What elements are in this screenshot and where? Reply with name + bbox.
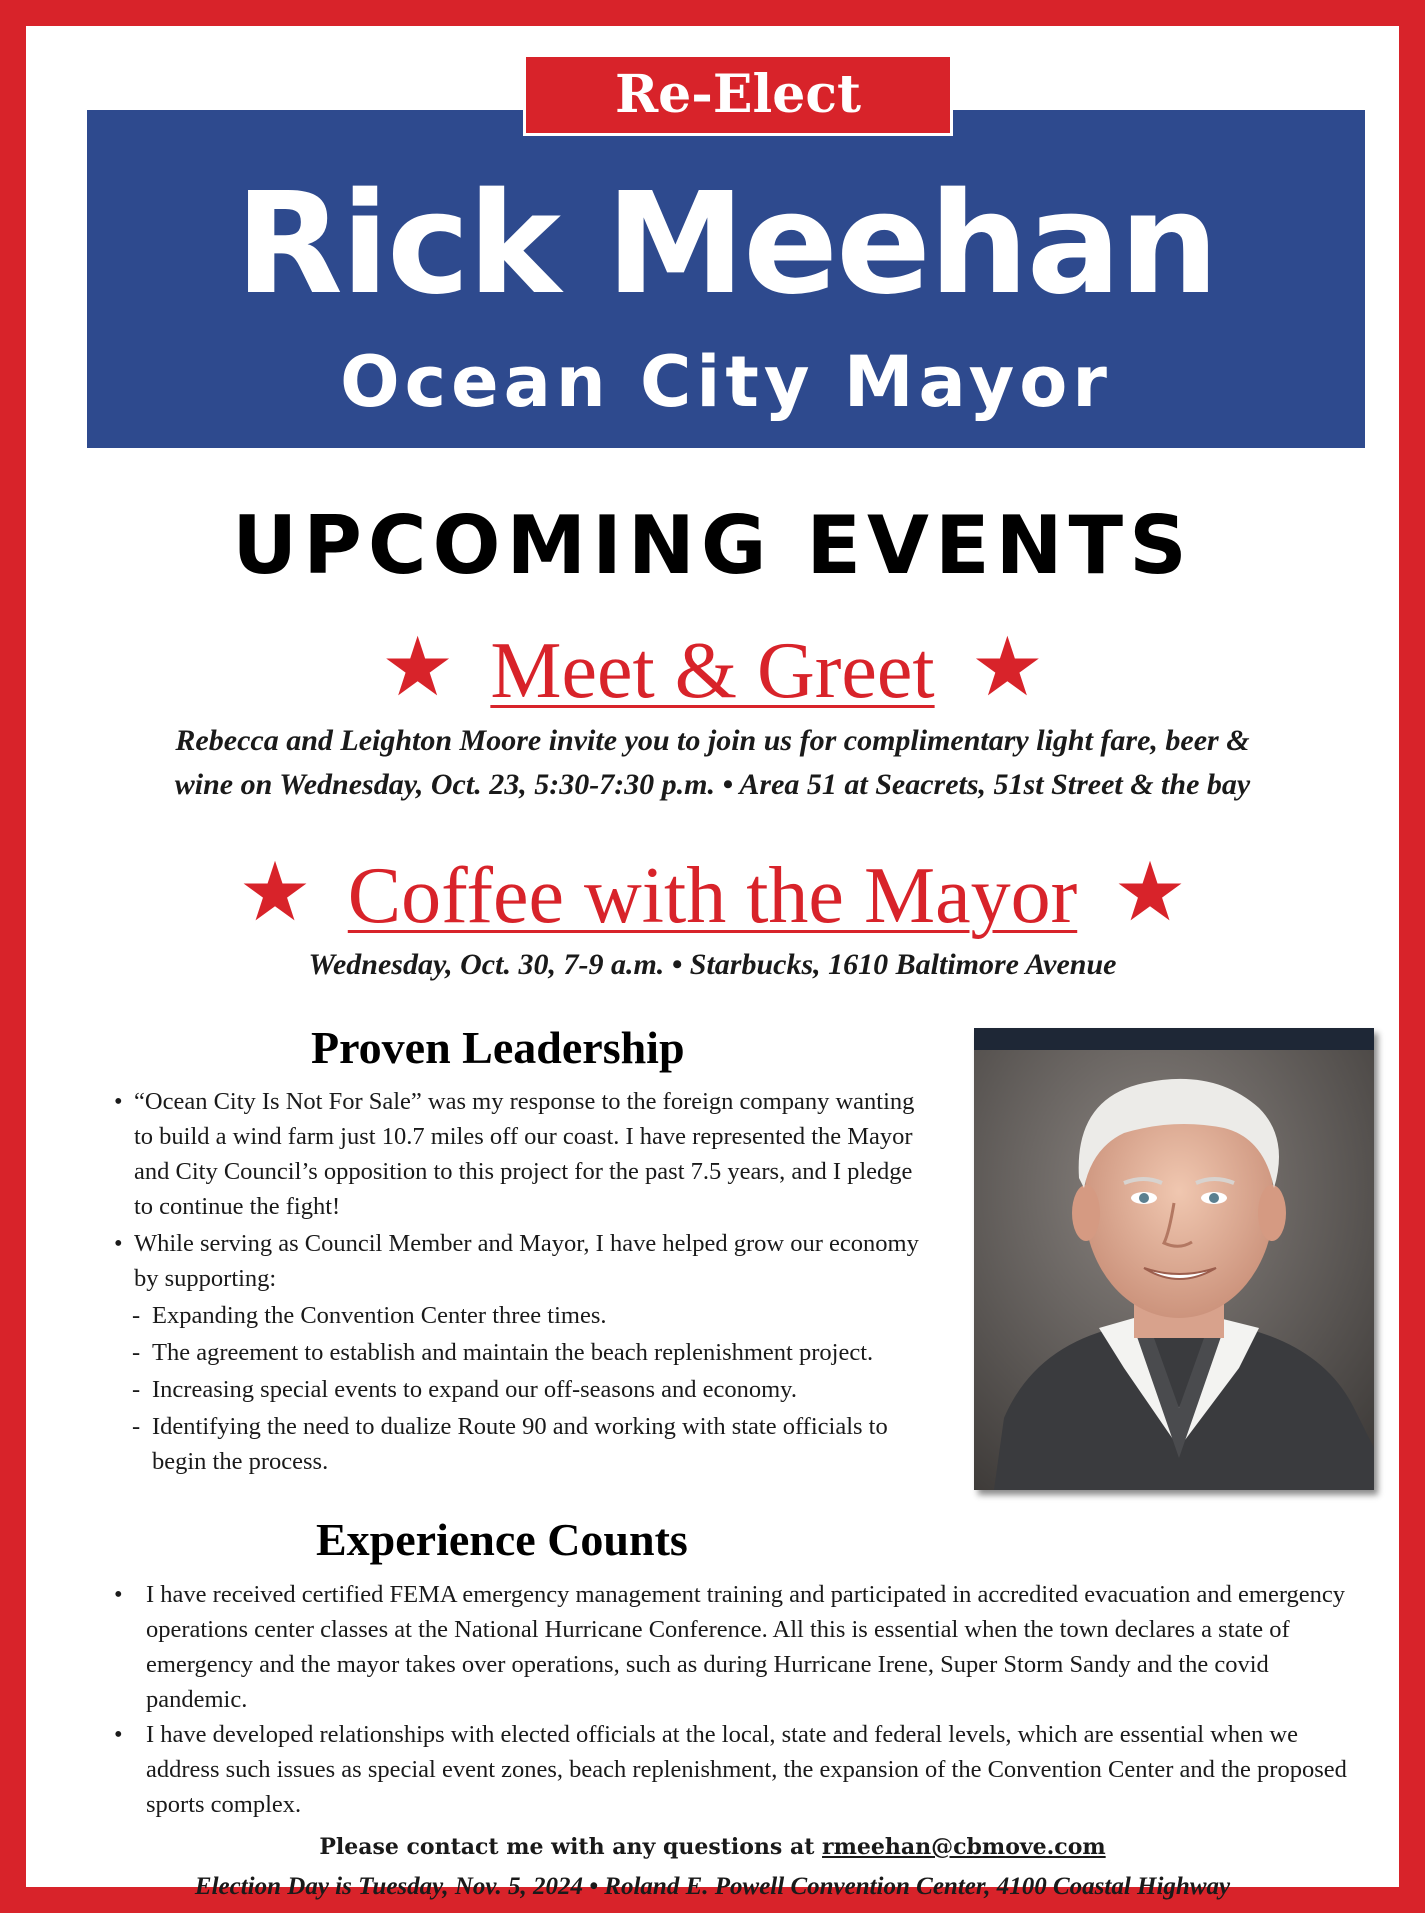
list-item-text: I have developed relationships with elected officials at the local, state and federal levels, which are essential when we address such issues as special event zones, beach replenishment, the expansion of the Convention Center and the proposed sports complex. bbox=[146, 1721, 1347, 1818]
list-item bbox=[114, 1226, 934, 1296]
contact-email-link[interactable]: rmeehan@cbmove.com bbox=[822, 1834, 1106, 1860]
sub-list-item bbox=[114, 1335, 934, 1370]
contact-line bbox=[26, 1830, 1399, 1864]
contact-prefix: Please contact me with any questions at bbox=[319, 1834, 815, 1860]
dash-icon: - bbox=[132, 1302, 141, 1329]
star-icon: ★ bbox=[380, 622, 455, 713]
candidate-photo bbox=[974, 1028, 1374, 1490]
list-item bbox=[114, 1717, 1364, 1822]
list-item-text: While serving as Council Member and Mayor, I have helped grow our economy by supporting: bbox=[134, 1230, 919, 1292]
bullet-icon: • bbox=[114, 1721, 123, 1748]
proven-leadership-heading: Proven Leadership bbox=[311, 1022, 685, 1073]
event-description-line: Rebecca and Leighton Moore invite you to join us for complimentary light fare, beer & bbox=[175, 724, 1250, 757]
list-item bbox=[114, 1084, 934, 1224]
office-title: Ocean City Mayor bbox=[340, 341, 1112, 423]
experience-counts-list bbox=[114, 1577, 1364, 1822]
sub-list-item bbox=[114, 1372, 934, 1407]
list-item bbox=[114, 1577, 1364, 1717]
election-day-line: Election Day is Tuesday, Nov. 5, 2024 • Roland E. Powell Convention Center, 4100 Coastal Highway bbox=[194, 1873, 1231, 1900]
re-elect-badge: Re-Elect bbox=[523, 54, 953, 136]
candidate-name: Rick Meehan bbox=[235, 163, 1217, 326]
candidate-portrait bbox=[974, 1028, 1374, 1490]
event-title-meet-greet bbox=[26, 623, 1399, 716]
name-banner bbox=[87, 110, 1365, 448]
event-description-line: Wednesday, Oct. 30, 7-9 a.m. • Starbucks, 1610 Baltimore Avenue bbox=[308, 948, 1117, 981]
bullet-icon: • bbox=[114, 1581, 123, 1608]
list-item-text: Increasing special events to expand our off-seasons and economy. bbox=[152, 1376, 797, 1403]
event-description-meet-greet bbox=[66, 719, 1359, 807]
list-item-text: Identifying the need to dualize Route 90 and working with state officials to begin the process. bbox=[152, 1413, 888, 1475]
star-icon: ★ bbox=[238, 847, 312, 938]
proven-leadership-list bbox=[114, 1084, 934, 1481]
event-title-coffee bbox=[26, 848, 1399, 941]
upcoming-events-heading: UPCOMING EVENTS bbox=[232, 499, 1193, 592]
bullet-icon: • bbox=[114, 1230, 123, 1257]
event-description-coffee bbox=[66, 943, 1359, 987]
sub-list-item bbox=[114, 1298, 934, 1333]
list-item-text: “Ocean City Is Not For Sale” was my response to the foreign company wanting to build a wind farm just 10.7 miles off our coast. I have represented the Mayor and City Council’s opposition to this project for the past 7.5 years, and I pledge to continue the fight! bbox=[134, 1088, 915, 1220]
list-item-text: The agreement to establish and maintain the beach replenishment project. bbox=[152, 1339, 874, 1366]
event-title-text: Coffee with the Mayor bbox=[347, 852, 1078, 940]
experience-counts-heading: Experience Counts bbox=[316, 1514, 688, 1565]
dash-icon: - bbox=[132, 1339, 141, 1366]
dash-icon: - bbox=[132, 1413, 141, 1440]
sub-list-item bbox=[114, 1409, 934, 1479]
star-icon: ★ bbox=[970, 622, 1045, 713]
list-item-text: Expanding the Convention Center three times. bbox=[152, 1302, 607, 1329]
star-icon: ★ bbox=[1113, 847, 1187, 938]
event-title-text: Meet & Greet bbox=[490, 627, 935, 715]
bullet-icon: • bbox=[114, 1088, 123, 1115]
dash-icon: - bbox=[132, 1376, 141, 1403]
event-description-line: wine on Wednesday, Oct. 23, 5:30-7:30 p.m. • Area 51 at Seacrets, 51st Street & the bay bbox=[174, 768, 1251, 801]
list-item-text: I have received certified FEMA emergency management training and participated in accredited evacuation and emergency operations center classes at the National Hurricane Conference. All this is essential when the town declares a state of emergency and the mayor takes over operations, such as during Hurricane Irene, Super Storm Sandy and the covid pandemic. bbox=[146, 1581, 1346, 1713]
